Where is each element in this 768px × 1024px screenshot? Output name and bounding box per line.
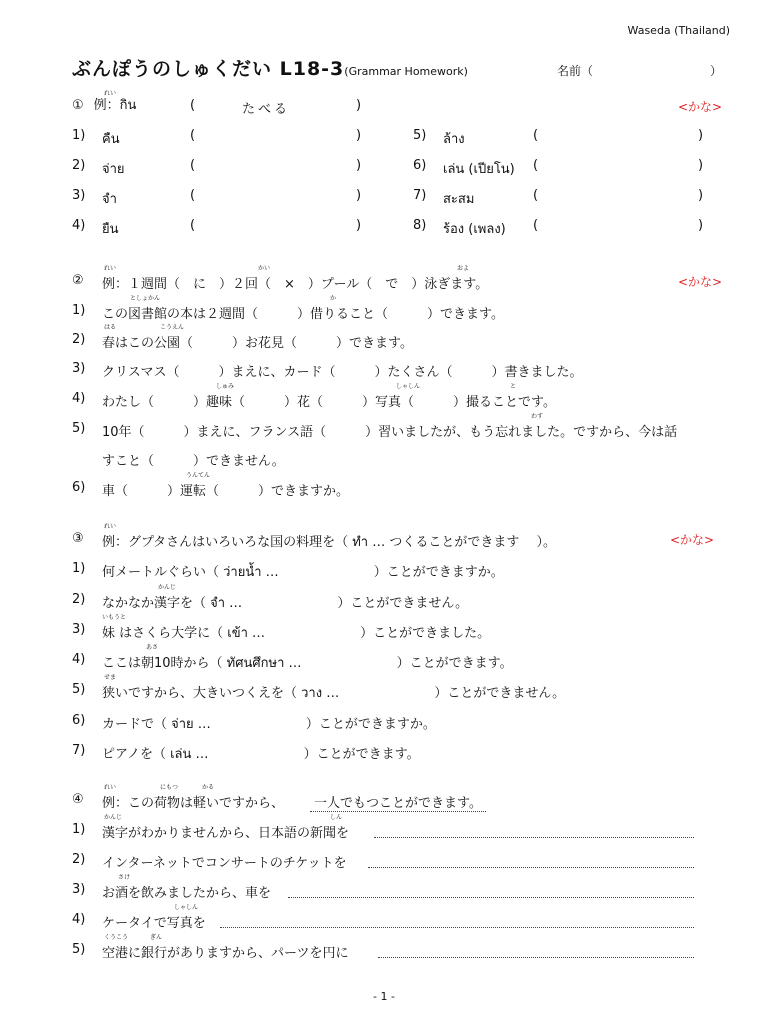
question-text: ケータイで写真を <box>102 916 206 931</box>
paren-close: ) <box>698 158 704 173</box>
kana-note: <かな> <box>670 533 715 547</box>
item-number: 3) <box>72 622 86 637</box>
paren-close: ) <box>356 128 362 143</box>
item-number: 1) <box>72 303 86 318</box>
ruby: にもつ <box>160 784 179 791</box>
ruby: れい <box>104 784 117 791</box>
thai-word: จำ <box>102 192 117 207</box>
item-number: 3) <box>72 188 86 203</box>
example-label: 例：กิน <box>93 98 137 113</box>
item-number: 2) <box>72 158 86 173</box>
question-text: 何メートルぐらい（ ว่ายน้ำ … ）ことができますか。 <box>102 565 504 580</box>
question-text: なかなか漢字を（ จำ … ）ことができません。 <box>102 596 469 611</box>
answer-field[interactable] <box>547 126 692 144</box>
question-text: クリスマス（ ）まえに、カード（ ）たくさん（ ）書きました。 <box>102 365 583 380</box>
answer-field[interactable] <box>547 216 692 234</box>
paren-close: ) <box>356 218 362 233</box>
paren-close: ) <box>698 128 704 143</box>
ruby: かんじ <box>158 584 177 591</box>
item-number: 4) <box>72 391 86 406</box>
question-text: お酒を飲みましたから、車を <box>102 886 272 901</box>
ruby: しん <box>330 814 343 821</box>
item-number: 4) <box>72 652 86 667</box>
ruby: かい <box>258 265 271 272</box>
answer-line[interactable] <box>368 855 694 868</box>
question-text: わたし（ ）趣味（ ）花（ ）写真（ ）撮ることです。 <box>102 395 556 410</box>
ruby: と <box>510 383 517 390</box>
paren-close: ) <box>698 188 704 203</box>
item-number: 5) <box>413 128 427 143</box>
page-title <box>72 54 468 81</box>
paren-open: ( <box>533 128 539 143</box>
item-number: 2) <box>72 852 86 867</box>
paren-open: ( <box>190 128 196 143</box>
question-text: 車（ ）運転（ ）できますか。 <box>102 484 350 499</box>
name-label: 名前（ <box>557 64 594 78</box>
ruby: こうえん <box>160 324 185 331</box>
item-number: 6) <box>72 713 86 728</box>
ruby: わす <box>531 413 544 420</box>
school-header: Waseda (Thailand) <box>627 24 730 37</box>
ruby: あさ <box>146 644 159 651</box>
question-text: カードで（ จ่าย … ）ことができますか。 <box>102 717 436 732</box>
answer-field[interactable] <box>547 186 692 204</box>
item-number: 6) <box>72 480 86 495</box>
kana-note: <かな> <box>678 100 723 114</box>
answer-line[interactable] <box>378 945 694 958</box>
answer-field[interactable] <box>204 126 350 144</box>
ruby: かる <box>202 784 215 791</box>
answer-line[interactable] <box>374 825 694 838</box>
question-text: 例：グプタさんはいろいろな国の料理を（ ทำ … つくることができます ）。 <box>102 535 556 550</box>
ruby: かんじ <box>104 814 123 821</box>
ruby: れい <box>104 265 117 272</box>
item-number: 4) <box>72 218 86 233</box>
item-number: 7) <box>72 743 86 758</box>
question-text: 例：１週間（ に ）２回（ × ）プール（ で ）泳ぎます。 <box>102 277 489 292</box>
question-text: 狭いですから、大きいつくえを（ วาง … ）ことができません。 <box>102 686 566 701</box>
answer-field[interactable] <box>204 156 350 174</box>
ruby: れい <box>104 90 117 97</box>
paren-open: ( <box>190 218 196 233</box>
s1-example <box>72 98 136 114</box>
thai-word: ร้อง (เพลง) <box>443 222 506 237</box>
ruby: せま <box>104 674 117 681</box>
question-text: 春はこの公園（ ）お花見（ ）できます。 <box>102 336 413 351</box>
question-text: 妹 はさくら大学に（ เข้า … ）ことができました。 <box>102 626 491 641</box>
ruby: はる <box>104 324 117 331</box>
item-number: 3) <box>72 882 86 897</box>
paren-close: ) <box>356 158 362 173</box>
item-number: ③ <box>72 531 84 546</box>
item-number: ② <box>72 273 84 288</box>
item-number: 5) <box>72 421 86 436</box>
ruby: しゃしん <box>174 904 199 911</box>
item-number: 4) <box>72 912 86 927</box>
item-number: 5) <box>72 942 86 957</box>
question-text: インターネットでコンサートのチケットを <box>102 856 347 871</box>
ruby: およ <box>457 265 470 272</box>
item-number: 1) <box>72 822 86 837</box>
question-text: ピアノを（ เล่น … ）ことができます。 <box>102 747 420 762</box>
paren-open: ( <box>190 188 196 203</box>
title-english: (Grammar Homework) <box>344 65 468 78</box>
item-number: 2) <box>72 592 86 607</box>
answer-field[interactable] <box>204 186 350 204</box>
answer-line[interactable] <box>288 885 694 898</box>
ruby: か <box>330 295 337 302</box>
question-text: すこと（ ）できません。 <box>102 454 285 469</box>
question-text: この図書館の本は２週間（ ）借りること（ ）できます。 <box>102 307 504 322</box>
answer-field[interactable] <box>204 216 350 234</box>
item-number: 8) <box>413 218 427 233</box>
ruby: さけ <box>118 874 131 881</box>
thai-word: เล่น (เปียโน) <box>443 162 515 177</box>
kana-note: <かな> <box>678 275 723 289</box>
ruby: としょかん <box>130 295 161 302</box>
paren-open: ( <box>533 188 539 203</box>
section-number: ① <box>72 98 84 113</box>
ruby: れい <box>104 523 117 530</box>
paren-close: ) <box>698 218 704 233</box>
question-text: ここは朝10時から（ ทัศนศึกษา … ）ことができます。 <box>102 656 513 671</box>
example-answer: たべる <box>242 102 291 117</box>
name-close: ） <box>710 64 723 78</box>
ruby: いもうと <box>102 614 127 621</box>
answer-line[interactable] <box>220 915 694 928</box>
paren-close: ) <box>356 98 362 113</box>
question-text: 空港に銀行がありますから、パーツを円に <box>102 946 349 961</box>
thai-word: สะสม <box>443 192 475 207</box>
ruby: ぎん <box>150 934 163 941</box>
item-number: 1) <box>72 561 86 576</box>
thai-word: คืน <box>102 132 120 147</box>
question-text: 10年（ ）まえに、フランス語（ ）習いましたが、もう忘れました。ですから、今は話 <box>102 425 678 440</box>
ruby: うんてん <box>186 472 211 479</box>
item-number: 2) <box>72 332 86 347</box>
paren-open: ( <box>533 158 539 173</box>
section-number: ④ <box>72 792 84 807</box>
thai-word: ยืน <box>102 222 119 237</box>
paren-open: ( <box>190 98 196 113</box>
question-text: 漢字がわかりませんから、日本語の新聞を <box>102 826 350 841</box>
answer-field[interactable] <box>547 156 692 174</box>
example-text: 例：この荷物は軽いですから、 <box>102 796 285 811</box>
title-main: ぶんぽうのしゅくだい L18-3 <box>72 58 345 80</box>
ruby: しゃしん <box>396 383 421 390</box>
item-number: 6) <box>413 158 427 173</box>
item-number: 7) <box>413 188 427 203</box>
item-number: 5) <box>72 682 86 697</box>
thai-word: จ่าย <box>102 162 125 177</box>
paren-open: ( <box>533 218 539 233</box>
item-number: 3) <box>72 361 86 376</box>
ruby: しゅみ <box>216 383 235 390</box>
item-number: 1) <box>72 128 86 143</box>
thai-word: ล้าง <box>443 132 465 147</box>
name-field[interactable] <box>582 62 707 76</box>
paren-close: ) <box>356 188 362 203</box>
page-number: - 1 - <box>373 990 395 1003</box>
ruby: くうこう <box>104 934 129 941</box>
paren-open: ( <box>190 158 196 173</box>
example-answer: 一人でもつことができます。 <box>310 792 486 812</box>
